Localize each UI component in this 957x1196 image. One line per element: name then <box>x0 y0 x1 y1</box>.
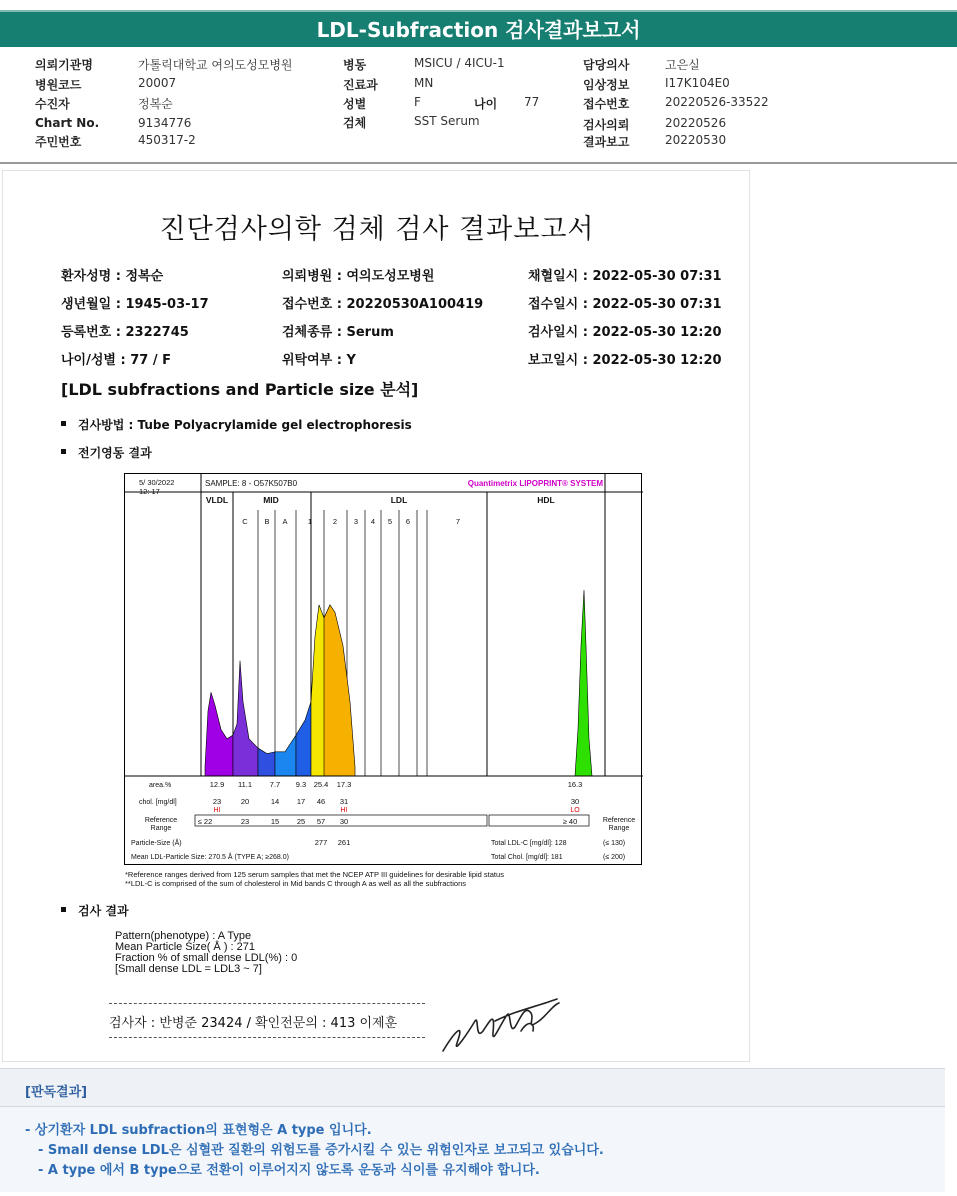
electro-title: 전기영동 결과 <box>78 446 152 460</box>
band-label-3: 3 <box>353 517 359 526</box>
doctor-label: 담당의사 <box>583 58 630 72</box>
area-value-0: 12.9 <box>209 780 225 789</box>
band-vldl <box>205 692 233 776</box>
mean-ldl-size: Mean LDL-Particle Size: 270.5 Å (TYPE A; ≥268.0) <box>131 854 289 861</box>
patient-info-test-time: 검사일시 : 2022-05-30 12:20 <box>528 325 722 340</box>
receipt-no-label: 접수번호 <box>583 97 630 111</box>
sex-label: 성별 <box>343 97 367 111</box>
hospital-code-value: 20007 <box>138 76 177 90</box>
patient-info-report-time: 보고일시 : 2022-05-30 12:20 <box>528 353 722 368</box>
particle-size-1: 277 <box>314 838 328 847</box>
flag-0: HI <box>213 807 221 814</box>
resident-no-label: 주민번호 <box>35 135 82 149</box>
patient-info-reg: 등록번호 : 2322745 <box>61 325 189 340</box>
area-value-5: 17.3 <box>336 780 352 789</box>
result-small-dense: Fraction % of small dense LDL(%) : 0 <box>115 952 298 964</box>
particle-size-2: 261 <box>337 838 351 847</box>
interpretation-line-1: - 상기환자 LDL subfraction의 표현형은 A type 입니다. <box>25 1123 372 1138</box>
report-title-bar: LDL-Subfraction 검사결과보고서 <box>0 10 957 47</box>
band-label-1: 1 <box>307 517 313 526</box>
patient-label: 수진자 <box>35 97 70 111</box>
request-date-value: 20220526 <box>665 116 727 130</box>
row-label-ref-1: Reference <box>144 817 178 824</box>
section-title: [LDL subfractions and Particle size 분석] <box>61 380 419 399</box>
specimen-label: 검체 <box>343 116 367 130</box>
report-date-value: 20220530 <box>665 133 727 147</box>
group-label-vldl: VLDL <box>205 495 229 505</box>
area-value-2: 7.7 <box>269 780 281 789</box>
area-value-3: 9.3 <box>295 780 307 789</box>
ref-value-6: ≥ 40 <box>562 817 578 826</box>
area-value-6: 16.3 <box>567 780 583 789</box>
chol-value-5: 31 <box>339 797 349 806</box>
interpretation-line-3: - A type 에서 B type으로 전환이 이루어지지 않도록 운동과 식이를 유지해야 합니다. <box>38 1163 540 1178</box>
group-label-hdl: HDL <box>537 495 555 505</box>
chol-value-0: 23 <box>212 797 222 806</box>
lipoprint-chart <box>124 473 642 865</box>
band-label-B: B <box>264 517 270 526</box>
row-label-ref-2: Range <box>150 825 172 832</box>
hospital-value: 가톨릭대학교 여의도성모병원 <box>138 58 293 72</box>
specimen-value: SST Serum <box>414 114 480 128</box>
method-bullet <box>61 416 412 433</box>
chart-sample: SAMPLE: 8 - O57K507B0 <box>205 479 298 488</box>
signature-dash-top <box>109 1003 425 1004</box>
patient-info-collect-time: 채혈일시 : 2022-05-30 07:31 <box>528 269 722 284</box>
hospital-code-label: 병원코드 <box>35 78 82 92</box>
report-heading: 진단검사의학 검체 검사 결과보고서 <box>159 214 595 245</box>
patient-info-birth: 생년월일 : 1945-03-17 <box>61 297 209 312</box>
department-label: 진료과 <box>343 78 378 92</box>
band-a <box>296 702 311 776</box>
band-b-left <box>258 748 275 776</box>
patient-info-hospital: 의뢰병원 : 여의도성모병원 <box>282 269 435 284</box>
department-value: MN <box>414 76 434 90</box>
age-value: 77 <box>524 95 540 109</box>
request-date-label: 검사의뢰 <box>583 118 630 132</box>
scanned-report <box>2 170 750 1062</box>
patient-info-receipt-time: 접수일시 : 2022-05-30 07:31 <box>528 297 722 312</box>
lipoprint-svg <box>125 474 643 866</box>
band-label-2: 2 <box>332 517 338 526</box>
method-text: 검사방법 : Tube Polyacrylamide gel electrophoresis <box>78 418 412 432</box>
patient-value: 정복순 <box>138 97 173 111</box>
chart-no-label: Chart No. <box>35 116 100 130</box>
total-ldl-c-ref: (≤ 130) <box>603 840 626 847</box>
particle-size-label: Particle-Size (Å) <box>131 840 182 847</box>
clinical-info-value: I17K104E0 <box>665 76 730 90</box>
interpretation-header <box>0 1069 945 1107</box>
sex-value: F <box>414 95 421 109</box>
row-label-chol: chol. [mg/dl] <box>139 799 177 806</box>
ward-label: 병동 <box>343 58 367 72</box>
band-ldl2 <box>324 605 355 776</box>
band-hdl <box>575 590 592 776</box>
chol-value-1: 20 <box>240 797 250 806</box>
row-label-area: area.% <box>149 782 172 789</box>
row-label-ref-right-1: Reference <box>602 817 636 824</box>
result-lines <box>115 931 297 975</box>
result-definition: [Small dense LDL = LDL3 ~ 7] <box>115 963 262 975</box>
chart-title: Quantimetrix LIPOPRINT® SYSTEM <box>467 479 603 488</box>
result-bullet <box>61 902 129 919</box>
chol-value-2: 14 <box>270 797 280 806</box>
band-label-4: 4 <box>370 517 376 526</box>
total-ldl-c: Total LDL-C [mg/dl]: 128 <box>491 840 567 847</box>
ref-value-4: 57 <box>316 817 326 826</box>
age-label: 나이 <box>474 97 498 111</box>
interpretation-title: [판독결과] <box>25 1085 88 1100</box>
signature-image <box>435 991 565 1061</box>
ref-value-5: 30 <box>339 817 349 826</box>
hospital-label: 의뢰기관명 <box>35 58 93 72</box>
ward-value: MSICU / 4ICU-1 <box>414 56 505 70</box>
patient-info-outsource: 위탁여부 : Y <box>282 353 356 368</box>
group-label-mid: MID <box>263 495 279 505</box>
patient-info-name: 환자성명 : 정복순 <box>61 269 164 284</box>
interpretation-panel <box>0 1068 945 1192</box>
receipt-no-value: 20220526-33522 <box>665 95 769 109</box>
signature-dash-bottom <box>109 1037 425 1038</box>
result-title: 검사 결과 <box>78 904 129 918</box>
doctor-value: 고은실 <box>665 58 700 72</box>
chol-value-4: 46 <box>316 797 326 806</box>
area-value-1: 11.1 <box>237 780 253 789</box>
band-label-6: 6 <box>405 517 411 526</box>
chart-time: 12: 17 <box>139 487 160 496</box>
chol-value-6: 30 <box>570 797 580 806</box>
row-label-ref-right-2: Range <box>608 825 630 832</box>
interpretation-line-2: - Small dense LDL은 심혈관 질환의 위험도를 증가시킬 수 있는 위험인자로 보고되고 있습니다. <box>38 1143 604 1158</box>
area-value-4: 25.4 <box>313 780 329 789</box>
patient-info-receipt: 접수번호 : 20220530A100419 <box>282 297 484 312</box>
total-chol: Total Chol. [mg/dl]: 181 <box>491 854 563 861</box>
examiner-line: 검사자 : 반병준 23424 / 확인전문의 : 413 이제훈 <box>109 1016 398 1031</box>
band-c <box>233 661 258 776</box>
group-label-ldl: LDL <box>390 495 408 505</box>
request-info-header <box>0 56 957 156</box>
header-divider <box>0 162 957 164</box>
resident-no-value: 450317-2 <box>138 133 196 147</box>
report-date-label: 결과보고 <box>583 135 630 149</box>
ref-value-1: 23 <box>240 817 250 826</box>
ref-value-3: 25 <box>296 817 306 826</box>
reference-note-1: *Reference ranges derived from 125 serum samples that met the NCEP ATP III guidelines for desirable lipid status <box>125 870 504 879</box>
total-chol-ref: (≤ 200) <box>603 854 626 861</box>
band-b <box>275 735 296 776</box>
band-label-A: A <box>282 517 288 526</box>
result-mean-size: Mean Particle Size( Å ) : 271 <box>115 941 256 953</box>
flag-6: LO <box>570 807 580 814</box>
clinical-info-label: 임상정보 <box>583 78 630 92</box>
chol-value-3: 17 <box>296 797 306 806</box>
band-label-7: 7 <box>455 517 461 526</box>
reference-note-2: **LDL-C is comprised of the sum of cholesterol in Mid bands C through A as well as all the subfractions <box>125 879 467 888</box>
chart-date: 5/ 30/2022 <box>139 478 175 487</box>
chart-no-value: 9134776 <box>138 116 192 130</box>
band-label-5: 5 <box>387 517 393 526</box>
band-label-C: C <box>242 517 248 526</box>
patient-info-age-sex: 나이/성별 : 77 / F <box>61 353 172 368</box>
flag-5: HI <box>340 807 348 814</box>
ref-value-0: ≤ 22 <box>197 817 213 826</box>
patient-info-specimen: 검체종류 : Serum <box>282 325 394 340</box>
result-phenotype: Pattern(phenotype) : A Type <box>115 930 252 942</box>
ref-value-2: 15 <box>270 817 280 826</box>
electro-bullet <box>61 444 152 461</box>
